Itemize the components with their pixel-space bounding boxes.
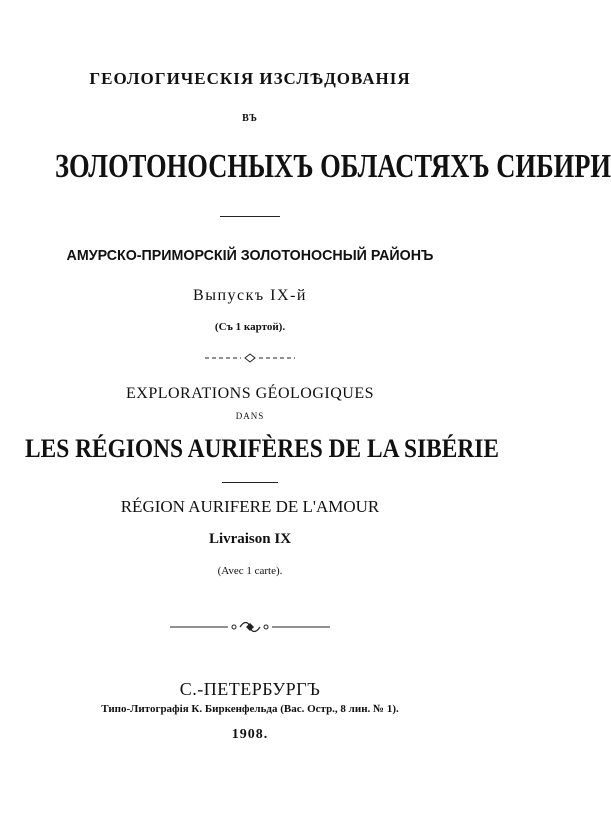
ru-main-title: ЗОЛОТОНОСНЫХЪ ОБЛАСТЯХЪ СИБИРИ	[55, 148, 611, 185]
ru-map-note: (Съ 1 картой).	[214, 321, 286, 333]
ornament-divider	[205, 352, 295, 364]
imprint-year: 1908.	[231, 727, 269, 742]
fr-main-title: LES RÉGIONS AURIFÈRES DE LA SIBÉRIE	[25, 434, 500, 463]
divider-rule	[222, 482, 278, 483]
imprint-printer: Типо-Литографія К. Биркенфельда (Вас. Остр., 8 лин. № 1).	[101, 703, 399, 715]
fr-preposition: DANS	[235, 411, 265, 421]
ru-region-title: АМУРСКО-ПРИМОРСКІЙ ЗОЛОТОНОСНЫЙ РАЙОНЪ	[66, 247, 434, 264]
ru-issue-number: Выпускъ IX-й	[193, 287, 307, 304]
fr-region-title: RÉGION AURIFERE DE L'AMOUR	[120, 497, 380, 516]
fr-issue-number: Livraison IX	[208, 531, 292, 547]
imprint-city: С.-ПЕТЕРБУРГЪ	[179, 679, 321, 699]
fr-map-note: (Avec 1 carte).	[217, 565, 283, 577]
divider-rule	[220, 216, 280, 217]
ru-series-title: ГЕОЛОГИЧЕСКІЯ ИЗСЛѢДОВАНІЯ	[89, 69, 411, 88]
fr-series-title: EXPLORATIONS GÉOLOGIQUES	[126, 385, 374, 402]
ru-preposition: ВЪ	[242, 113, 258, 124]
ornament-flourish	[170, 620, 330, 634]
